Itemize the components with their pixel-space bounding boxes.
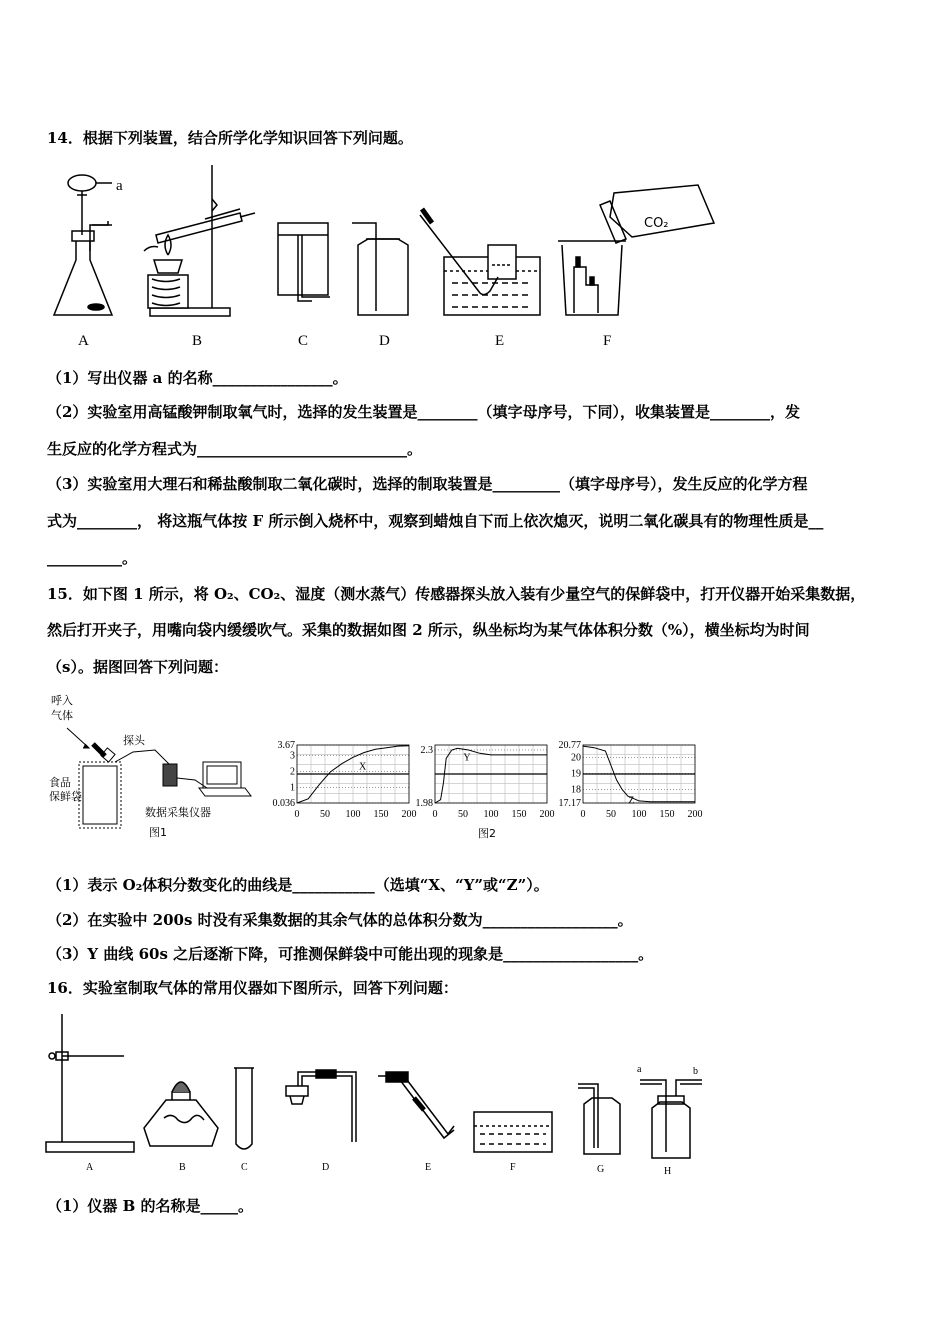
chart-y-ytick: 2.3: [420, 744, 433, 756]
chart-x-xtick: 200: [401, 809, 417, 820]
q16-part1: （1）仪器 B 的名称是_____。: [47, 1197, 254, 1215]
q14-label-a: a: [116, 178, 123, 194]
q16-label-a: a: [637, 1064, 642, 1075]
q16-apparatus-figure: [40, 1008, 720, 1180]
apparatus-a-iron-stand: [46, 1014, 134, 1152]
chart-x-ytick: 0.036: [272, 798, 295, 809]
chart-y-ytick: 1.98: [415, 798, 433, 809]
chart-x-ytick: 3.67: [277, 740, 295, 751]
q14-title: 14．根据下列装置，结合所学化学知识回答下列问题。: [47, 129, 413, 147]
q14-label-A: A: [78, 333, 89, 349]
bag-label-line1: 食品: [49, 776, 71, 789]
q16-label-b: b: [693, 1066, 698, 1077]
co2-bottle-label: CO₂: [644, 216, 669, 231]
q14-label-E: E: [495, 333, 505, 349]
apparatus-a-flask: [54, 175, 112, 315]
q16-label-H: H: [664, 1166, 672, 1177]
chart-z-series-label: Z: [628, 795, 635, 807]
apparatus-c-test-tube: [234, 1068, 254, 1149]
apparatus-f-trough: [474, 1112, 552, 1152]
q15-answer3: （3）Y 曲线 60s 之后逐渐下降，可推测保鲜袋中可能出现的现象是__________________。: [47, 945, 654, 963]
apparatus-f-beaker: [558, 185, 714, 315]
chart-x-xtick: 0: [294, 809, 300, 820]
q15-figure2-charts: [265, 735, 710, 850]
chart-z-ytick: 20: [571, 752, 581, 764]
apparatus-h-bottle: [640, 1080, 702, 1158]
chart-x-ytick: 1: [290, 782, 295, 794]
q15-intro-line2: 然后打开夹子，用嘴向袋内缓缓吹气。采集的数据如图 2 所示，纵坐标均为某气体体积分数（%），横坐标均为时间: [47, 621, 810, 639]
q14-apparatus-figure: [40, 165, 720, 355]
chart-z-xtick: 100: [631, 809, 647, 820]
q14-part2-line1: （2）实验室用高锰酸钾制取氧气时，选择的发生装置是________（填字母序号，下同），收集装置是________，发: [47, 403, 800, 421]
q16-label-C: C: [241, 1162, 248, 1173]
q14-label-D: D: [379, 333, 390, 349]
chart-y-xtick: 200: [539, 809, 555, 820]
chart-x-series-label: X: [359, 761, 367, 773]
chart-x-ytick: 3: [290, 750, 295, 762]
chart-y-xtick: 100: [483, 809, 499, 820]
q16-title: 16．实验室制取气体的常用仪器如下图所示，回答下列问题：: [47, 979, 458, 997]
chart-z-ytick: 19: [571, 768, 581, 780]
q16-label-B: B: [179, 1162, 186, 1173]
q16-label-G: G: [597, 1164, 605, 1175]
q15-figure1: [45, 690, 270, 850]
q16-label-E: E: [425, 1162, 432, 1173]
q14-label-C: C: [298, 333, 309, 349]
breath-label-line2: 气体: [51, 709, 73, 722]
q15-answer2: （2）在实验中 200s 时没有采集数据的其余气体的总体积分数为__________________。: [47, 911, 633, 929]
q16-label-F: F: [510, 1162, 516, 1173]
apparatus-e-bent-tube: [378, 1072, 454, 1138]
chart-x-xtick: 100: [345, 809, 361, 820]
apparatus-d-bottle: [352, 223, 408, 315]
apparatus-b-alcohol-lamp: [144, 1082, 218, 1146]
chart-y-xtick: 50: [458, 809, 468, 820]
chart-y-xtick: 150: [511, 809, 527, 820]
q15-answer1: （1）表示 O₂体积分数变化的曲线是___________（选填“X、“Y”或“Z”）。: [47, 876, 549, 894]
q14-label-B: B: [192, 333, 203, 349]
chart-z-xtick: 150: [659, 809, 675, 820]
chart-z-ytick: 20.77: [558, 740, 581, 751]
apparatus-c-bottle: [278, 223, 330, 301]
breath-label-line1: 呼入: [51, 694, 73, 707]
q16-label-A: A: [86, 1162, 94, 1173]
probe-label: 探头: [123, 734, 145, 747]
apparatus-e-trough: [420, 209, 540, 315]
apparatus-g-bottle: [578, 1084, 620, 1154]
chart-x-xtick: 150: [373, 809, 389, 820]
bag-label-line2: 保鲜袋: [49, 790, 82, 803]
chart-z-ytick: 17.17: [558, 798, 581, 809]
apparatus-b-heating: [144, 165, 255, 316]
chart-x-xtick: 50: [320, 809, 330, 820]
q15-intro-line3: （s）。据图回答下列问题：: [47, 658, 228, 676]
chart-z-xtick: 0: [580, 809, 586, 820]
q14-part3-line1: （3）实验室用大理石和稀盐酸制取二氧化碳时，选择的制取装置是_________（填字母序号），发生反应的化学方程: [47, 475, 808, 493]
q14-part3-line2: 式为________， 将这瓶气体按 F 所示倒入烧杯中，观察到蜡烛自下而上依次熄灭，说明二氧化碳具有的物理性质是__: [47, 512, 824, 530]
q14-part1: （1）写出仪器 a 的名称________________。: [47, 369, 348, 387]
q14-label-F: F: [603, 333, 612, 349]
apparatus-d-tube: [286, 1070, 356, 1142]
figure2-caption: 图2: [478, 827, 496, 840]
device-label: 数据采集仪器: [145, 806, 211, 819]
q15-intro-line1: 15．如下图 1 所示，将 O₂、CO₂、湿度（测水蒸气）传感器探头放入装有少量空气的保鲜袋中，打开仪器开始采集数据，: [47, 585, 866, 603]
chart-y-series-label: Y: [463, 752, 471, 764]
chart-z-ytick: 18: [571, 784, 581, 796]
chart-x-ytick: 2: [290, 766, 295, 778]
q14-part2-line2: 生反应的化学方程式为____________________________。: [47, 440, 423, 458]
chart-z-xtick: 200: [687, 809, 703, 820]
q16-label-D: D: [322, 1162, 330, 1173]
figure1-caption: 图1: [149, 826, 167, 839]
q14-part3-line3: __________。: [47, 549, 138, 567]
chart-z-xtick: 50: [606, 809, 616, 820]
chart-y-xtick: 0: [432, 809, 438, 820]
